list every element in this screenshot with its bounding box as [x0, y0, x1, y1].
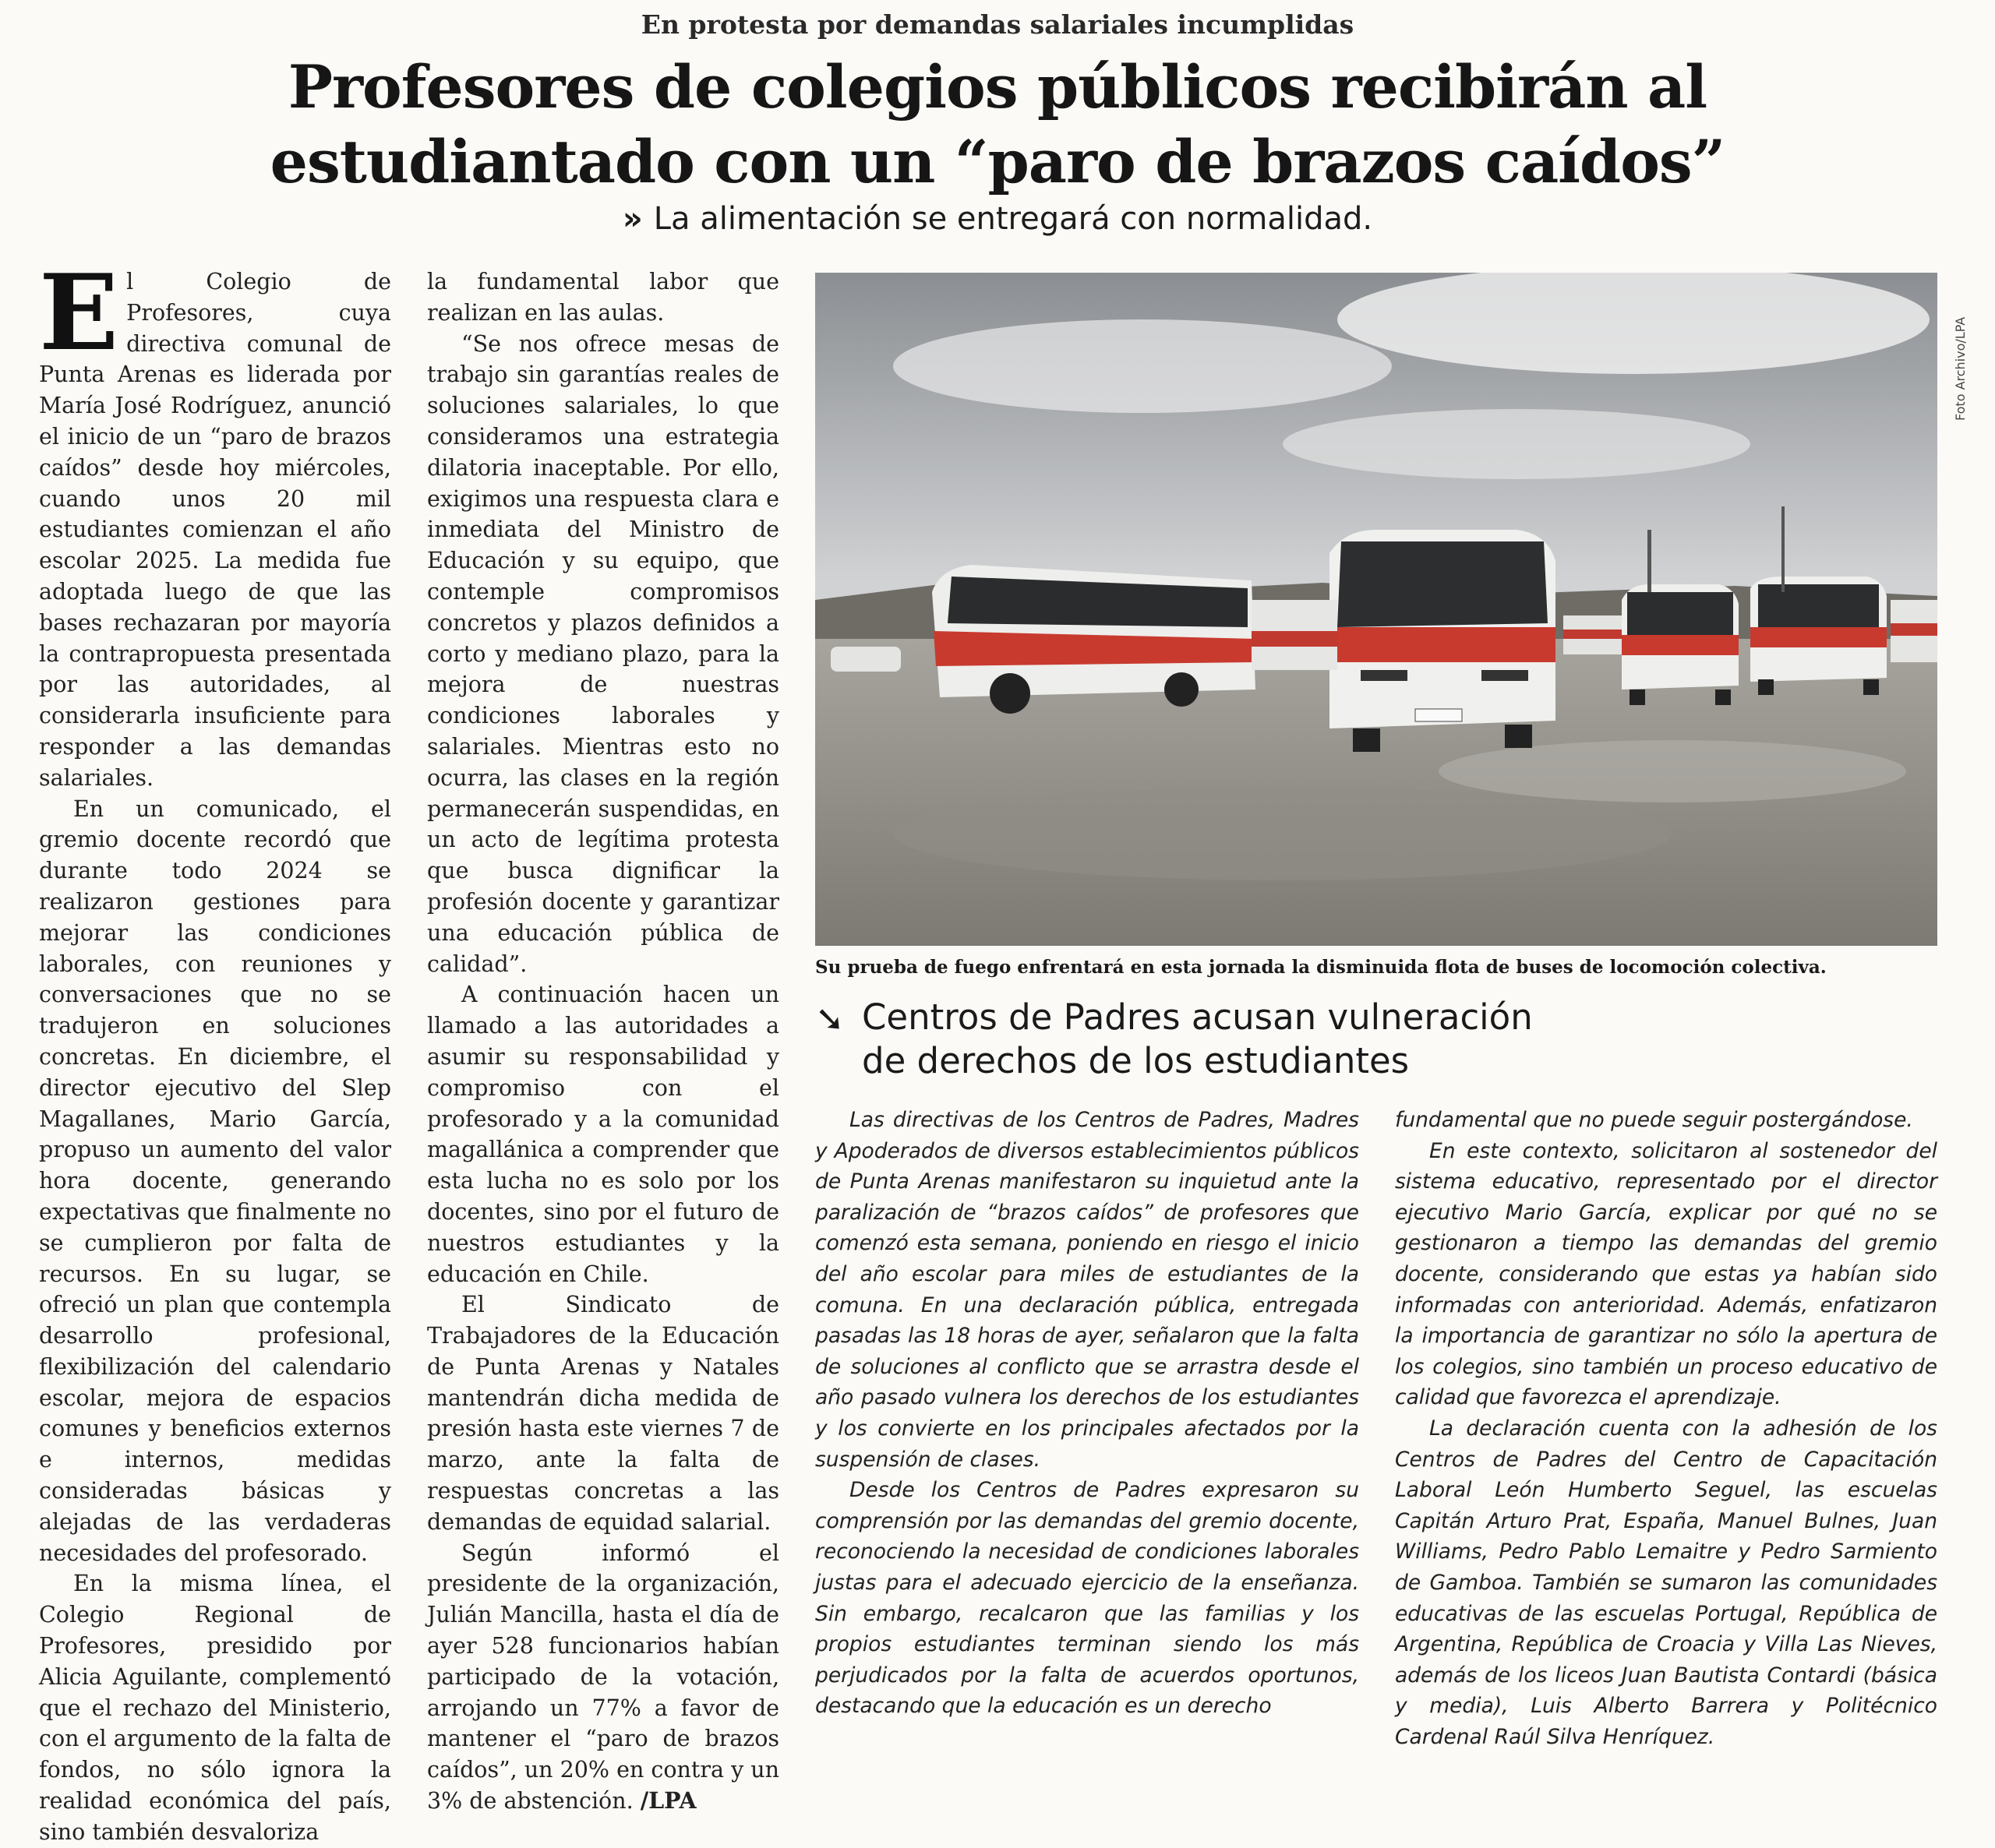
body-column-2: [427, 266, 779, 1817]
chevron-right-icon: »: [622, 201, 643, 237]
sidebar-paragraph: fundamental que no puede seguir postergándose.: [1395, 1108, 1913, 1132]
body-paragraph: El Sindicato de Trabajadores de la Educación de Punta Arenas y Natales mantendrán dicha medida de presión hasta este viernes 7 de marzo, ante la falta de respuestas concretas a las demandas de equidad salarial.: [427, 1292, 779, 1535]
body-paragraph: En un comunicado, el gremio docente recordó que durante todo 2024 se realizaron gestiones para mejorar las condiciones laborales, con reuniones y conversaciones que no se tradujeron en soluciones concretas. En diciembre, el director ejecutivo del Slep Magallanes, Mario García, propuso un aumento del valor hora docente, generando expectativas que finalmente no se cumplieron por falta de recursos. En su lugar, se ofreció un plan que contempla desarrollo profesional, flexibilización del calendario escolar, mejora de espacios comunes y beneficios externos e internos, medidas consideradas básicas y alejadas de las verdaderas necesidades del profesorado.: [39, 795, 391, 1566]
body-column-1: [39, 251, 391, 1848]
sidebar-paragraph: Las directivas de los Centros de Padres, Madres y Apoderados de diversos establecimientos públicos de Punta Arenas manifestaron su inquietud ante la paralización de “brazos caídos” de profesores que comenzó esta semana, poniendo en riesgo el inicio del año escolar para miles de estudiantes de la comuna. En una declaración pública, entregada pasadas las 18 horas de ayer, señalaron que la falta de soluciones al conflicto que se arrastra desde el año pasado vulnera los derechos de los estudiantes y los convierte en los principales afectados por la suspensión de clases.: [815, 1108, 1359, 1472]
drop-cap: E: [39, 251, 119, 374]
article-headline: [0, 50, 1995, 199]
sidebar-title-line-1: Centros de Padres acusan vulneración: [862, 996, 1533, 1038]
body-paragraph: la fundamental labor que realizan en las aulas.: [427, 269, 779, 326]
sidebar-paragraph: Desde los Centros de Padres expresaron su comprensión por las demandas del gremio docente, reconociendo la necesidad de condiciones laborales justas para el adecuado ejercicio de la enseñanza. Sin embargo, recalcaron que las familias y los propios estudiantes terminan siendo los más perjudicados por la falta de acuerdos oportunos, destacando que la educación es un derecho: [815, 1478, 1359, 1719]
headline-line-1: Profesores de colegios públicos recibirán al: [288, 52, 1707, 122]
sidebar-column-1: [815, 1105, 1359, 1722]
body-paragraph: El Colegio de Profesores, cuya directiva comunal de Punta Arenas es liderada por María José Rodríguez, anunció el inicio de un “paro de brazos caídos” desde hoy miércoles, cuando unos 20 mil estudiantes comienzan el año escolar 2025. La medida fue adoptada luego de que las bases rechazaran por mayoría la contrapropuesta presentada por las autoridades, al considerarla insuficiente para responder a las demandas salariales.: [39, 251, 391, 791]
body-paragraph: A continuación hacen un llamado a las autoridades a asumir su responsabilidad y compromiso con el profesorado y a la comunidad magallánica a comprender que esta lucha no es solo por los docentes, sino por el futuro de nuestros estudiantes y la educación en Chile.: [427, 982, 779, 1287]
subhead-text: La alimentación se entregará con normalidad.: [653, 201, 1373, 237]
body-paragraph: “Se nos ofrece mesas de trabajo sin garantías reales de soluciones salariales, lo que consideramos una estrategia dilatoria inaceptable. Por ello, exigimos una respuesta clara e inmediata del Ministro de Educación y su equipo, que contemple compromisos concretos y plazos definidos a corto y mediano plazo, para la mejora de nuestras condiciones laborales y salariales. Mientras esto no ocurra, las clases en la región permanecerán suspendidas, en un acto de legítima protesta que busca dignificar la profesión docente y garantizar una educación pública de calidad”.: [427, 330, 779, 977]
article-subhead: [0, 201, 1995, 237]
arrow-down-right-icon: ➘: [815, 998, 845, 1039]
sidebar-title: [815, 996, 1594, 1083]
article-photo: [815, 273, 1937, 946]
headline-line-2: estudiantado con un “paro de brazos caídos”: [270, 127, 1725, 196]
sidebar-paragraph: En este contexto, solicitaron al sostenedor del sistema educativo, representado por el director ejecutivo Mario García, explicar por qué no se gestionaron a tiempo las demandas del gremio docente, considerando que estas ya habían sido informadas con anterioridad. Además, enfatizaron la importancia de garantizar no sólo la apertura de los colegios, sino también un proceso educativo de calidad que favorezca el aprendizaje.: [1395, 1138, 1937, 1410]
sidebar-paragraph: La declaración cuenta con la adhesión de los Centros de Padres del Centro de Capacitación Laboral León Humberto Seguel, las escuelas Capitán Arturo Prat, España, Manuel Bulnes, Juan Williams, Pedro Pablo Lemaitre y Pedro Sarmiento de Gamboa. También se sumaron las comunidades educativas de las escuelas Portugal, República de Argentina, República de Croacia y Villa Las Nieves, además de los liceos Juan Bautista Contardi (básica y media), Luis Alberto Barrera y Politécnico Cardenal Raúl Silva Henríquez.: [1395, 1416, 1937, 1749]
photo-credit: Foto Archivo/LPA: [1953, 316, 1968, 421]
body-paragraph: Según informó el presidente de la organización, Julián Mancilla, hasta el día de ayer 528 funcionarios habían participado de la votación, arrojando un 77% a favor de mantener el “paro de brazos caídos”, un 20% en contra y un 3% de abstención. /LPA: [427, 1539, 779, 1814]
sidebar-column-2: [1395, 1105, 1937, 1752]
sidebar-title-line-2: de derechos de los estudiantes: [862, 1040, 1410, 1081]
body-paragraph: En la misma línea, el Colegio Regional de Profesores, presidido por Alicia Aguilante, complementó que el rechazo del Ministerio, con el argumento de la falta de fondos, no sólo ignora la realidad económica del país, sino también desvaloriza: [39, 1571, 391, 1845]
photo-caption: Su prueba de fuego enfrentará en esta jornada la disminuida flota de buses de locomoción colectiva.: [815, 957, 1827, 978]
article-kicker: En protesta por demandas salariales incumplidas: [641, 9, 1354, 40]
byline-signature: /LPA: [640, 1787, 697, 1814]
